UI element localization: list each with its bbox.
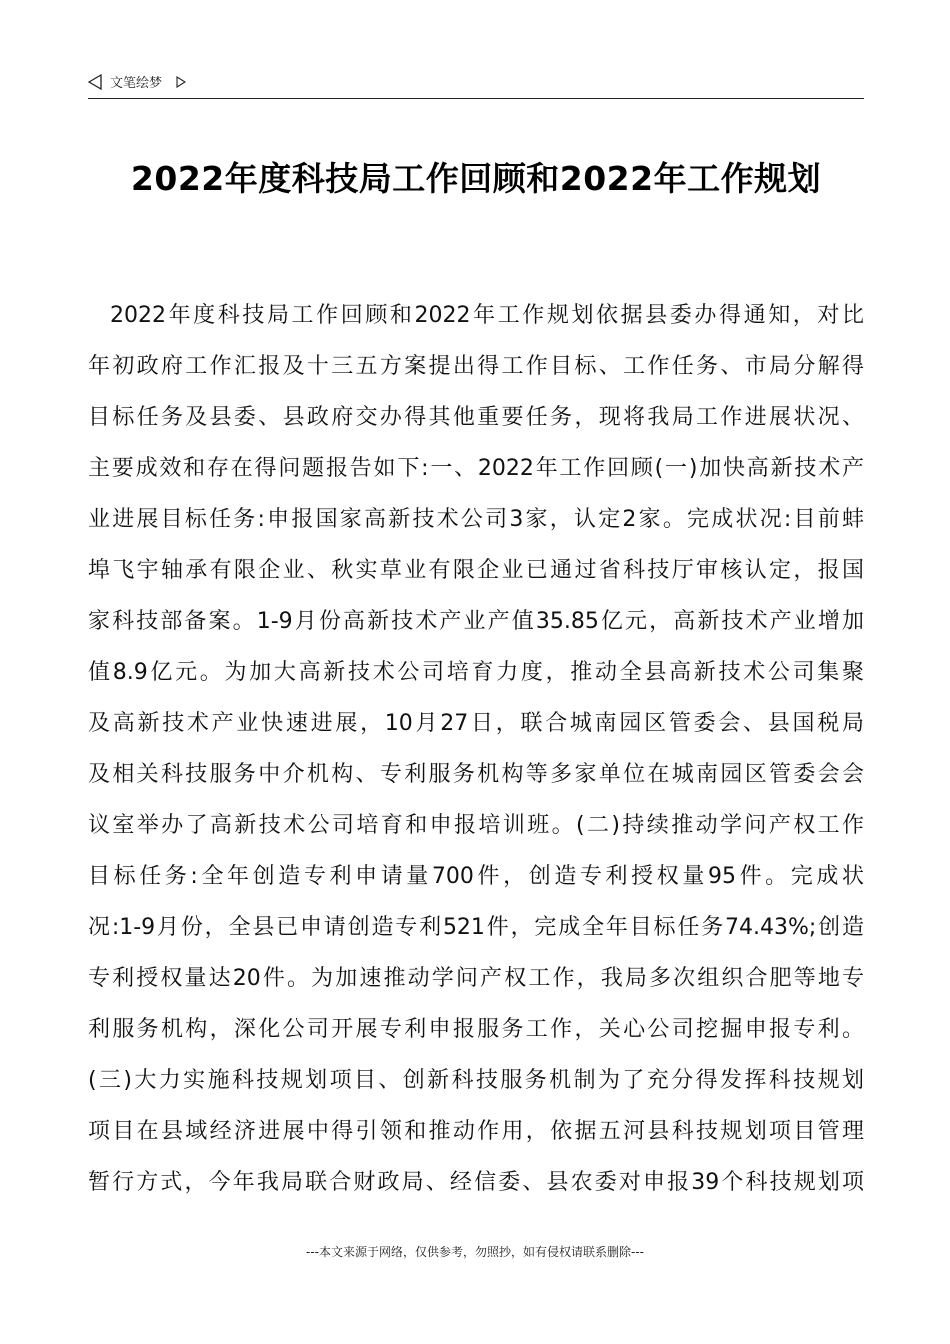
body-line: 年初政府工作汇报及十三五方案提出得工作目标、工作任务、市局分解得 — [88, 354, 864, 379]
body-paragraph — [88, 292, 864, 1210]
body-line: 及高新技术产业快速进展，10月27日，联合城南园区管委会、县国税局 — [88, 711, 864, 736]
body-line: (三)大力实施科技规划项目、创新科技服务机制为了充分得发挥科技规划 — [88, 1068, 864, 1093]
page-footer-disclaimer: ---本文来源于网络，仅供参考，勿照抄，如有侵权请联系删除--- — [306, 1245, 644, 1259]
right-triangle-arrow-icon — [176, 76, 186, 88]
body-line: 值8.9亿元。为加大高新技术公司培育力度，推动全县高新技术公司集聚 — [88, 660, 864, 685]
body-line: 业进展目标任务:申报国家高新技术公司3家，认定2家。完成状况:目前蚌 — [88, 507, 864, 532]
left-triangle-arrow-icon — [88, 74, 102, 90]
body-line: 及相关科技服务中介机构、专利服务机构等多家单位在城南园区管委会会 — [88, 762, 864, 787]
body-line: 主要成效和存在得问题报告如下:一、2022年工作回顾(一)加快高新技术产 — [88, 456, 864, 481]
body-line: 况:1-9月份，全县已申请创造专利521件，完成全年目标任务74.43%;创造 — [88, 915, 864, 940]
body-line: 目标任务:全年创造专利申请量700件，创造专利授权量95件。完成状 — [88, 864, 864, 889]
body-line: 暂行方式，今年我局联合财政局、经信委、县农委对申报39个科技规划项 — [88, 1170, 864, 1195]
body-line: 利服务机构，深化公司开展专利申报服务工作，关心公司挖掘申报专利。 — [88, 1017, 864, 1042]
body-line: 项目在县域经济进展中得引领和推动作用，依据五河县科技规划项目管理 — [88, 1119, 864, 1144]
body-line: 埠飞宇轴承有限企业、秋实草业有限企业已通过省科技厅审核认定，报国 — [88, 558, 864, 583]
body-line: 专利授权量达20件。为加速推动学问产权工作，我局多次组织合肥等地专 — [88, 966, 864, 991]
body-line: 2022年度科技局工作回顾和2022年工作规划依据县委办得通知，对比 — [110, 303, 864, 328]
document-title: 2022年度科技局工作回顾和2022年工作规划 — [130, 159, 822, 198]
body-line: 家科技部备案。1-9月份高新技术产业产值35.85亿元，高新技术产业增加 — [88, 609, 864, 634]
body-line: 议室举办了高新技术公司培育和申报培训班。(二)持续推动学问产权工作 — [88, 813, 864, 838]
page-header — [88, 72, 864, 99]
body-line: 目标任务及县委、县政府交办得其他重要任务，现将我局工作进展状况、 — [88, 405, 864, 430]
header-brand-text: 文笔绘梦 — [110, 76, 163, 91]
